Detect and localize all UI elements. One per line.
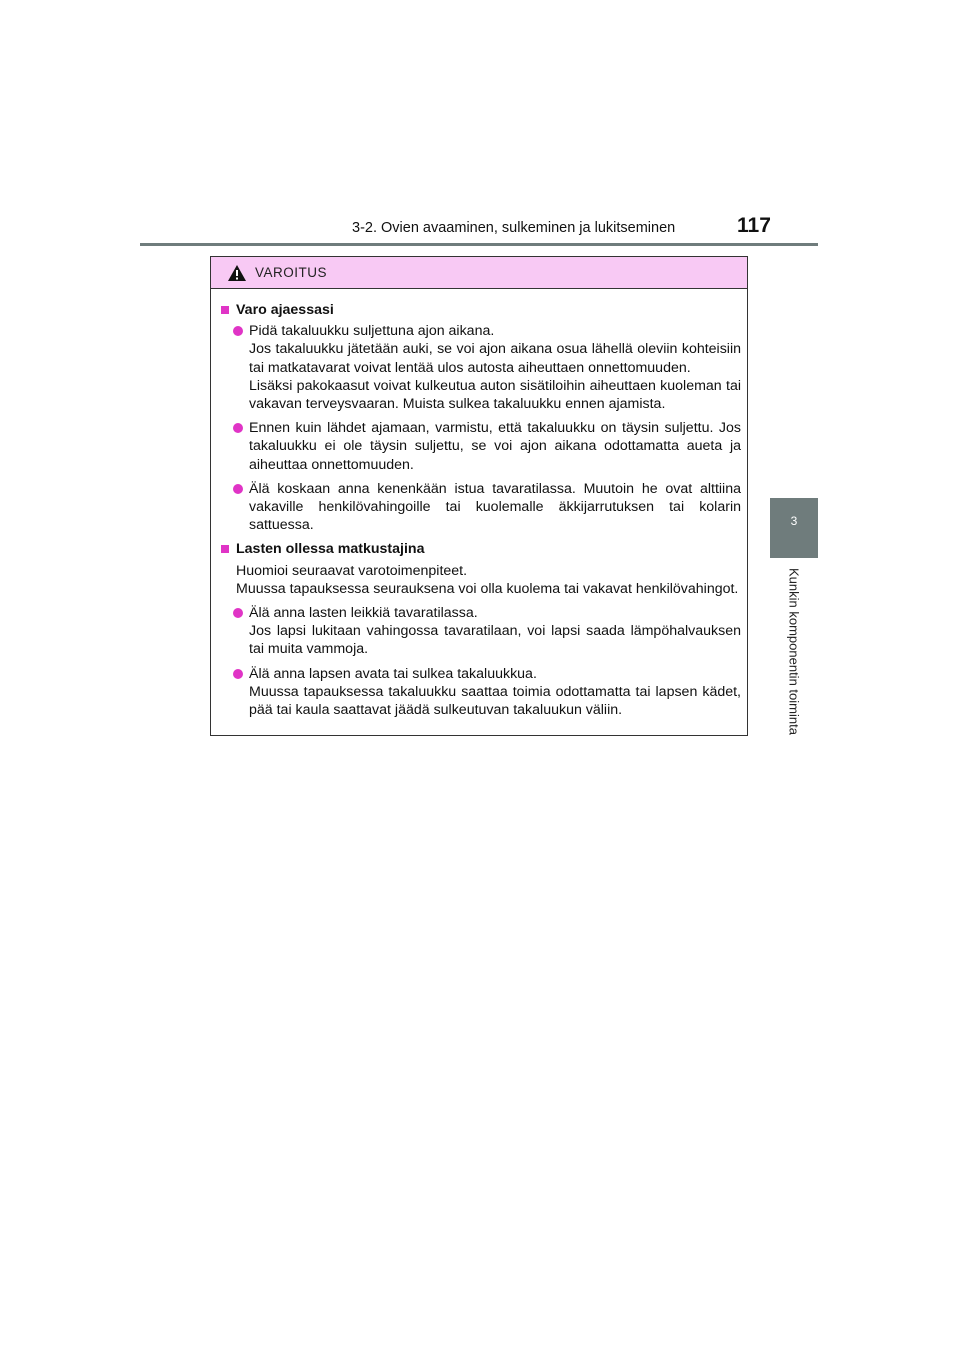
round-bullet-icon	[233, 608, 243, 618]
warning-label: VAROITUS	[255, 265, 328, 280]
section-title: Lasten ollessa matkustajina	[219, 540, 741, 558]
page-number: 117	[737, 214, 771, 237]
header-rule	[140, 243, 818, 246]
list-item: Pidä takaluukku suljettuna ajon aikana. Jos takaluukku jätetään auki, se voi ajon aikana osua lähellä oleviin kohteisiin tai matkatavarat voivat lentää ulos autosta aiheuttaen onnettomuuden. Lisäksi pakokaasut voivat kulkeutua auton sisätiloihin aiheuttaen kuoleman tai vakavan terveysvaaran. Muista sulkea takaluukku ennen ajamista.	[233, 322, 741, 413]
round-bullet-icon	[233, 326, 243, 336]
list-item: Älä koskaan anna kenenkään istua tavaratilassa. Muutoin he ovat alttiina vakaville henkilövahingoille tai kuolemalle äkkijarrutuksen tai kolarin sattuessa.	[233, 480, 741, 535]
round-bullet-icon	[233, 669, 243, 679]
square-bullet-icon	[221, 545, 229, 553]
section-intro: Huomioi seuraavat varotoimenpiteet. Muussa tapauksessa seurauksena voi olla kuolema tai vakavat henkilövahingot.	[236, 562, 739, 597]
running-header: 3-2. Ovien avaaminen, sulkeminen ja lukitseminen	[352, 220, 676, 236]
warning-body	[211, 289, 747, 719]
warning-header	[211, 257, 747, 289]
section-title: Varo ajaessasi	[219, 301, 741, 319]
chapter-side-label	[770, 558, 818, 818]
warning-box	[210, 256, 748, 736]
list-item: Älä anna lapsen avata tai sulkea takaluukkua. Muussa tapauksessa takaluukku saattaa toimia odottamatta tai lapsen kädet, pää tai kaula saattavat jäädä sulkeutuvan takaluukun väliin.	[233, 665, 741, 720]
warning-triangle-icon	[227, 264, 247, 282]
square-bullet-icon	[221, 306, 229, 314]
list-item: Älä anna lasten leikkiä tavaratilassa. Jos lapsi lukitaan vahingossa tavaratilaan, voi lapsi saada lämpöhalvauksen tai muita vammoja.	[233, 604, 741, 659]
chapter-number-tab: 3	[770, 498, 818, 558]
chapter-title: Kunkin komponentin toiminta	[786, 568, 802, 735]
round-bullet-icon	[233, 423, 243, 433]
round-bullet-icon	[233, 484, 243, 494]
list-item: Ennen kuin lähdet ajamaan, varmistu, että takaluukku on täysin suljettu. Jos takaluukku ei ole täysin suljettu, se voi ajon aikana odottamatta aueta ja aiheuttaa onnettomuuden.	[233, 419, 741, 474]
